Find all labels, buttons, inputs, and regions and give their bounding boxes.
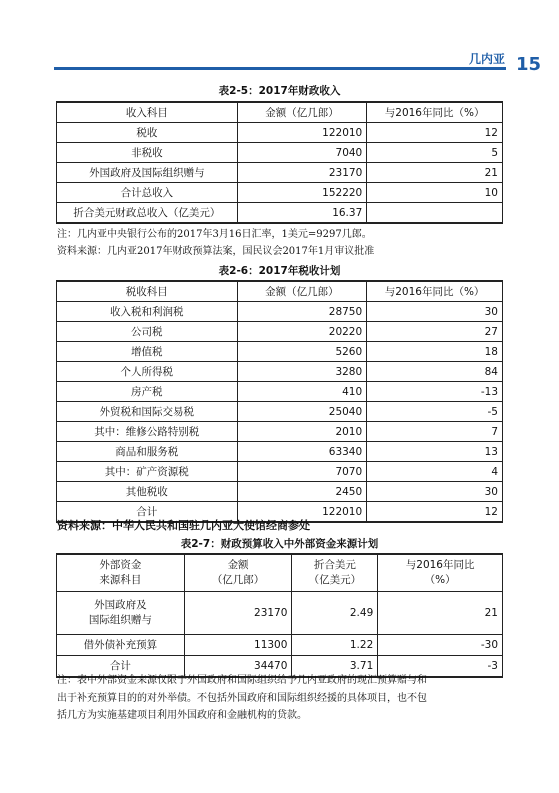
table2-cell: 2010 [237, 422, 367, 442]
table2-cell: -5 [367, 402, 503, 422]
table2-header-row [57, 281, 503, 302]
table2-cell: 3280 [237, 362, 367, 382]
table2-cell: 公司税 [57, 322, 238, 342]
table2-header-cell: 金额（亿几郎） [237, 281, 367, 302]
table1-cell: 非税收 [57, 143, 238, 163]
table-row [57, 482, 503, 502]
table2-cell: 28750 [237, 302, 367, 322]
table2-cell: 其中：维修公路特别税 [57, 422, 238, 442]
table1-cell: 外国政府及国际组织赠与 [57, 163, 238, 183]
table-row [57, 635, 503, 656]
table3-header-line: 折合美元 [313, 559, 356, 571]
table1-header-cell: 金额（亿几郎） [237, 102, 367, 123]
table3-header-cell [184, 554, 292, 592]
table3-header-line: 与2016年同比 [405, 559, 475, 571]
table-row [57, 422, 503, 442]
table2-cell: 7070 [237, 462, 367, 482]
table3-cell: 23170 [184, 592, 292, 635]
table3-header-line: 来源科目 [99, 574, 142, 586]
table2-source: 资料来源：中华人民共和国驻几内亚大使馆经商参处 [57, 519, 310, 532]
table2-cell: 其他税收 [57, 482, 238, 502]
table3-header-line: 外部资金 [99, 559, 142, 571]
table3-header-cell [378, 554, 503, 592]
table2-cell: 增值税 [57, 342, 238, 362]
table1-cell: 23170 [237, 163, 367, 183]
table2-cell: 18 [367, 342, 503, 362]
table3-cell-line: 合计 [109, 659, 131, 672]
table2-header-cell: 与2016年同比（%） [367, 281, 503, 302]
table1-cell: 152220 [237, 183, 367, 203]
table2-cell: 外贸税和国际交易税 [57, 402, 238, 422]
table2-cell: 122010 [237, 502, 367, 523]
table3-header-cell [57, 554, 185, 592]
table1-cell: 10 [367, 183, 503, 203]
table2-cell: 84 [367, 362, 503, 382]
table2-cell: -13 [367, 382, 503, 402]
table2-cell: 其中：矿产资源税 [57, 462, 238, 482]
table2-cell: 个人所得税 [57, 362, 238, 382]
table3-header-line: （亿美元） [308, 574, 362, 586]
table3-cell: -30 [378, 635, 503, 656]
table2-cell: 合计 [57, 502, 238, 523]
table1-cell: 122010 [237, 123, 367, 143]
table2-cell: 410 [237, 382, 367, 402]
table-row [57, 143, 503, 163]
table2-cell: 63340 [237, 442, 367, 462]
table1-cell: 21 [367, 163, 503, 183]
table2-cell: 12 [367, 502, 503, 523]
table3-cell-line: 国际组织赠与 [88, 614, 152, 626]
table3-cell-line: 借外债补充预算 [83, 638, 158, 651]
table1-title: 表2-5：2017年财政收入 [218, 85, 341, 97]
table1 [56, 101, 503, 224]
table2-cell: 4 [367, 462, 503, 482]
table-row [57, 402, 503, 422]
table3-title: 表2-7：财政预算收入中外部资金来源计划 [180, 538, 379, 550]
table2-cell: 13 [367, 442, 503, 462]
table3-cell: 3.71 [292, 656, 378, 678]
table3-header-row [57, 554, 503, 592]
table-row [57, 322, 503, 342]
table-row [57, 183, 503, 203]
table2-cell: 20220 [237, 322, 367, 342]
table1-cell: 税收 [57, 123, 238, 143]
table2-cell: 商品和服务税 [57, 442, 238, 462]
table3-cell: -3 [378, 656, 503, 678]
table3-note-line: 括几方为实施基建项目利用外国政府和金融机构的贷款。 [57, 710, 307, 721]
table2-title: 表2-6：2017年税收计划 [218, 265, 341, 277]
table3-cell [57, 592, 185, 635]
table2-cell: 27 [367, 322, 503, 342]
table3-header-line: （%） [424, 574, 456, 586]
table3-note [57, 672, 427, 725]
table2-cell: 2450 [237, 482, 367, 502]
table3-cell [57, 635, 185, 656]
table1-cell: 合计总收入 [57, 183, 238, 203]
table2-cell: 房产税 [57, 382, 238, 402]
table2 [56, 280, 503, 523]
table1-cell: 16.37 [237, 203, 367, 224]
table1-header-cell: 与2016年同比（%） [367, 102, 503, 123]
table2-cell: 30 [367, 302, 503, 322]
table2-cell: 5260 [237, 342, 367, 362]
table1-cell: 12 [367, 123, 503, 143]
table3-cell: 11300 [184, 635, 292, 656]
table2-cell: 30 [367, 482, 503, 502]
table3-cell-line: 外国政府及 [94, 599, 147, 611]
table3-header-cell [292, 554, 378, 592]
table1-note: 注：几内亚中央银行公布的2017年3月16日汇率，1美元=9297几郎。 [57, 229, 372, 240]
table3-header-line: 金额 [227, 559, 249, 571]
table1-source: 资料来源：几内亚2017年财政预算法案，国民议会2017年1月审议批准 [57, 246, 375, 257]
table-row [57, 123, 503, 143]
table3-header-line: （亿几郎） [211, 574, 265, 586]
table2-cell: 7 [367, 422, 503, 442]
table3-cell: 1.22 [292, 635, 378, 656]
table2-cell: 25040 [237, 402, 367, 422]
table3-cell: 21 [378, 592, 503, 635]
table-row [57, 592, 503, 635]
table1-cell: 7040 [237, 143, 367, 163]
table3-note-line: 注：表中外部资金来源仅限于外国政府和国际组织给予几内亚政府的现汇预算赠与和 [57, 675, 427, 686]
table3-note-line: 出于补充预算目的的对外举债。不包括外国政府和国际组织经援的具体项目，也不包 [57, 692, 427, 704]
table-row [57, 163, 503, 183]
table-row [57, 362, 503, 382]
table2-header-cell: 税收科目 [57, 281, 238, 302]
table-row [57, 302, 503, 322]
table1-cell [367, 203, 503, 224]
table1-cell: 折合美元财政总收入（亿美元） [57, 203, 238, 224]
table-row [57, 462, 503, 482]
page-number: 15 [516, 54, 542, 75]
table2-cell: 收入税和利润税 [57, 302, 238, 322]
table1-cell: 5 [367, 143, 503, 163]
table3-cell: 2.49 [292, 592, 378, 635]
running-header-country: 几内亚 [469, 52, 506, 66]
table1-header-row [57, 102, 503, 123]
table3 [56, 553, 503, 678]
table-row [57, 203, 503, 224]
table1-header-cell: 收入科目 [57, 102, 238, 123]
table-row [57, 442, 503, 462]
table-row [57, 382, 503, 402]
table3-cell: 34470 [184, 656, 292, 678]
header-rule [54, 67, 506, 70]
table-row [57, 342, 503, 362]
